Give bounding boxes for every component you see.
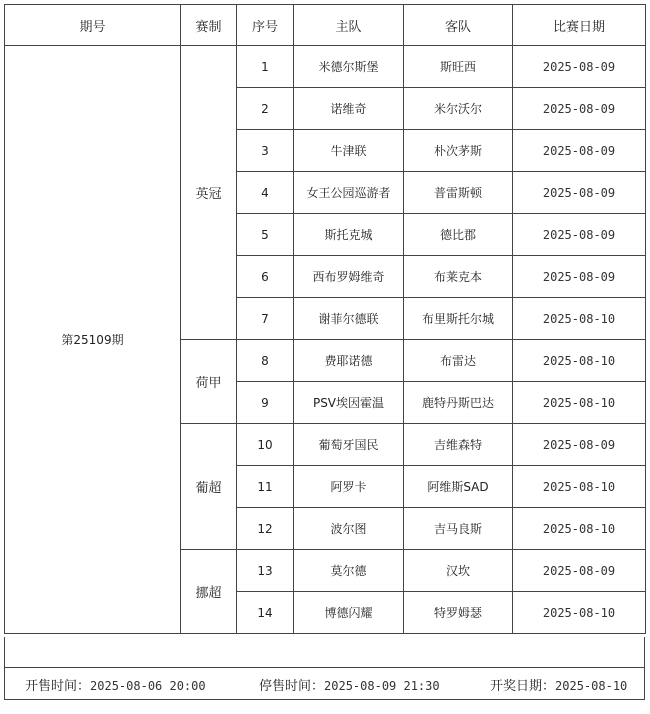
home-team-cell: 葡萄牙国民 <box>294 424 404 466</box>
header-home: 主队 <box>294 5 404 46</box>
away-team-cell: 吉马良斯 <box>404 508 513 550</box>
draw-date-label: 开奖日期： <box>490 679 556 694</box>
sale-stop-value: 2025-08-09 21:30 <box>324 679 440 693</box>
match-date-cell: 2025-08-09 <box>513 172 646 214</box>
seq-cell: 3 <box>237 130 294 172</box>
away-team-cell: 朴次茅斯 <box>404 130 513 172</box>
home-team-cell: 波尔图 <box>294 508 404 550</box>
schedule-table <box>4 4 646 634</box>
competition-cell: 英冠 <box>181 46 237 340</box>
away-team-cell: 汉坎 <box>404 550 513 592</box>
seq-cell: 14 <box>237 592 294 634</box>
home-team-cell: PSV埃因霍温 <box>294 382 404 424</box>
home-team-cell: 阿罗卡 <box>294 466 404 508</box>
away-team-cell: 鹿特丹斯巴达 <box>404 382 513 424</box>
seq-cell: 2 <box>237 88 294 130</box>
seq-cell: 13 <box>237 550 294 592</box>
footer-bar <box>4 668 645 700</box>
away-team-cell: 米尔沃尔 <box>404 88 513 130</box>
sale-start-value: 2025-08-06 20:00 <box>90 679 206 693</box>
sale-stop <box>259 675 440 694</box>
away-team-cell: 普雷斯顿 <box>404 172 513 214</box>
seq-cell: 4 <box>237 172 294 214</box>
match-date-cell: 2025-08-09 <box>513 256 646 298</box>
home-team-cell: 诺维奇 <box>294 88 404 130</box>
seq-cell: 8 <box>237 340 294 382</box>
match-date-cell: 2025-08-10 <box>513 298 646 340</box>
seq-cell: 5 <box>237 214 294 256</box>
competition-cell: 荷甲 <box>181 340 237 424</box>
home-team-cell: 费耶诺德 <box>294 340 404 382</box>
match-date-cell: 2025-08-09 <box>513 424 646 466</box>
home-team-cell: 牛津联 <box>294 130 404 172</box>
home-team-cell: 西布罗姆维奇 <box>294 256 404 298</box>
draw-date <box>490 675 627 694</box>
home-team-cell: 莫尔德 <box>294 550 404 592</box>
blank-row <box>4 637 645 668</box>
sale-start <box>25 675 206 694</box>
header-competition: 赛制 <box>181 5 237 46</box>
period-cell: 第25109期 <box>5 46 181 634</box>
home-team-cell: 女王公园巡游者 <box>294 172 404 214</box>
match-date-cell: 2025-08-09 <box>513 214 646 256</box>
away-team-cell: 布莱克本 <box>404 256 513 298</box>
match-date-cell: 2025-08-10 <box>513 466 646 508</box>
header-period: 期号 <box>5 5 181 46</box>
match-date-cell: 2025-08-10 <box>513 382 646 424</box>
match-date-cell: 2025-08-09 <box>513 88 646 130</box>
competition-cell: 葡超 <box>181 424 237 550</box>
seq-cell: 1 <box>237 46 294 88</box>
away-team-cell: 布雷达 <box>404 340 513 382</box>
home-team-cell: 谢菲尔德联 <box>294 298 404 340</box>
home-team-cell: 斯托克城 <box>294 214 404 256</box>
seq-cell: 12 <box>237 508 294 550</box>
home-team-cell: 博德闪耀 <box>294 592 404 634</box>
seq-cell: 10 <box>237 424 294 466</box>
table-row <box>5 46 646 88</box>
match-date-cell: 2025-08-09 <box>513 550 646 592</box>
competition-cell: 挪超 <box>181 550 237 634</box>
sale-start-label: 开售时间： <box>25 679 91 694</box>
seq-cell: 9 <box>237 382 294 424</box>
sale-stop-label: 停售时间： <box>259 679 325 694</box>
match-date-cell: 2025-08-10 <box>513 340 646 382</box>
header-row <box>5 5 646 46</box>
header-date: 比赛日期 <box>513 5 646 46</box>
home-team-cell: 米德尔斯堡 <box>294 46 404 88</box>
header-seq: 序号 <box>237 5 294 46</box>
seq-cell: 7 <box>237 298 294 340</box>
seq-cell: 11 <box>237 466 294 508</box>
away-team-cell: 特罗姆瑟 <box>404 592 513 634</box>
header-away: 客队 <box>404 5 513 46</box>
away-team-cell: 斯旺西 <box>404 46 513 88</box>
match-date-cell: 2025-08-10 <box>513 592 646 634</box>
seq-cell: 6 <box>237 256 294 298</box>
away-team-cell: 阿维斯SAD <box>404 466 513 508</box>
away-team-cell: 布里斯托尔城 <box>404 298 513 340</box>
draw-date-value: 2025-08-10 <box>555 679 628 693</box>
match-date-cell: 2025-08-09 <box>513 46 646 88</box>
match-date-cell: 2025-08-10 <box>513 508 646 550</box>
match-date-cell: 2025-08-09 <box>513 130 646 172</box>
away-team-cell: 吉维森特 <box>404 424 513 466</box>
away-team-cell: 德比郡 <box>404 214 513 256</box>
